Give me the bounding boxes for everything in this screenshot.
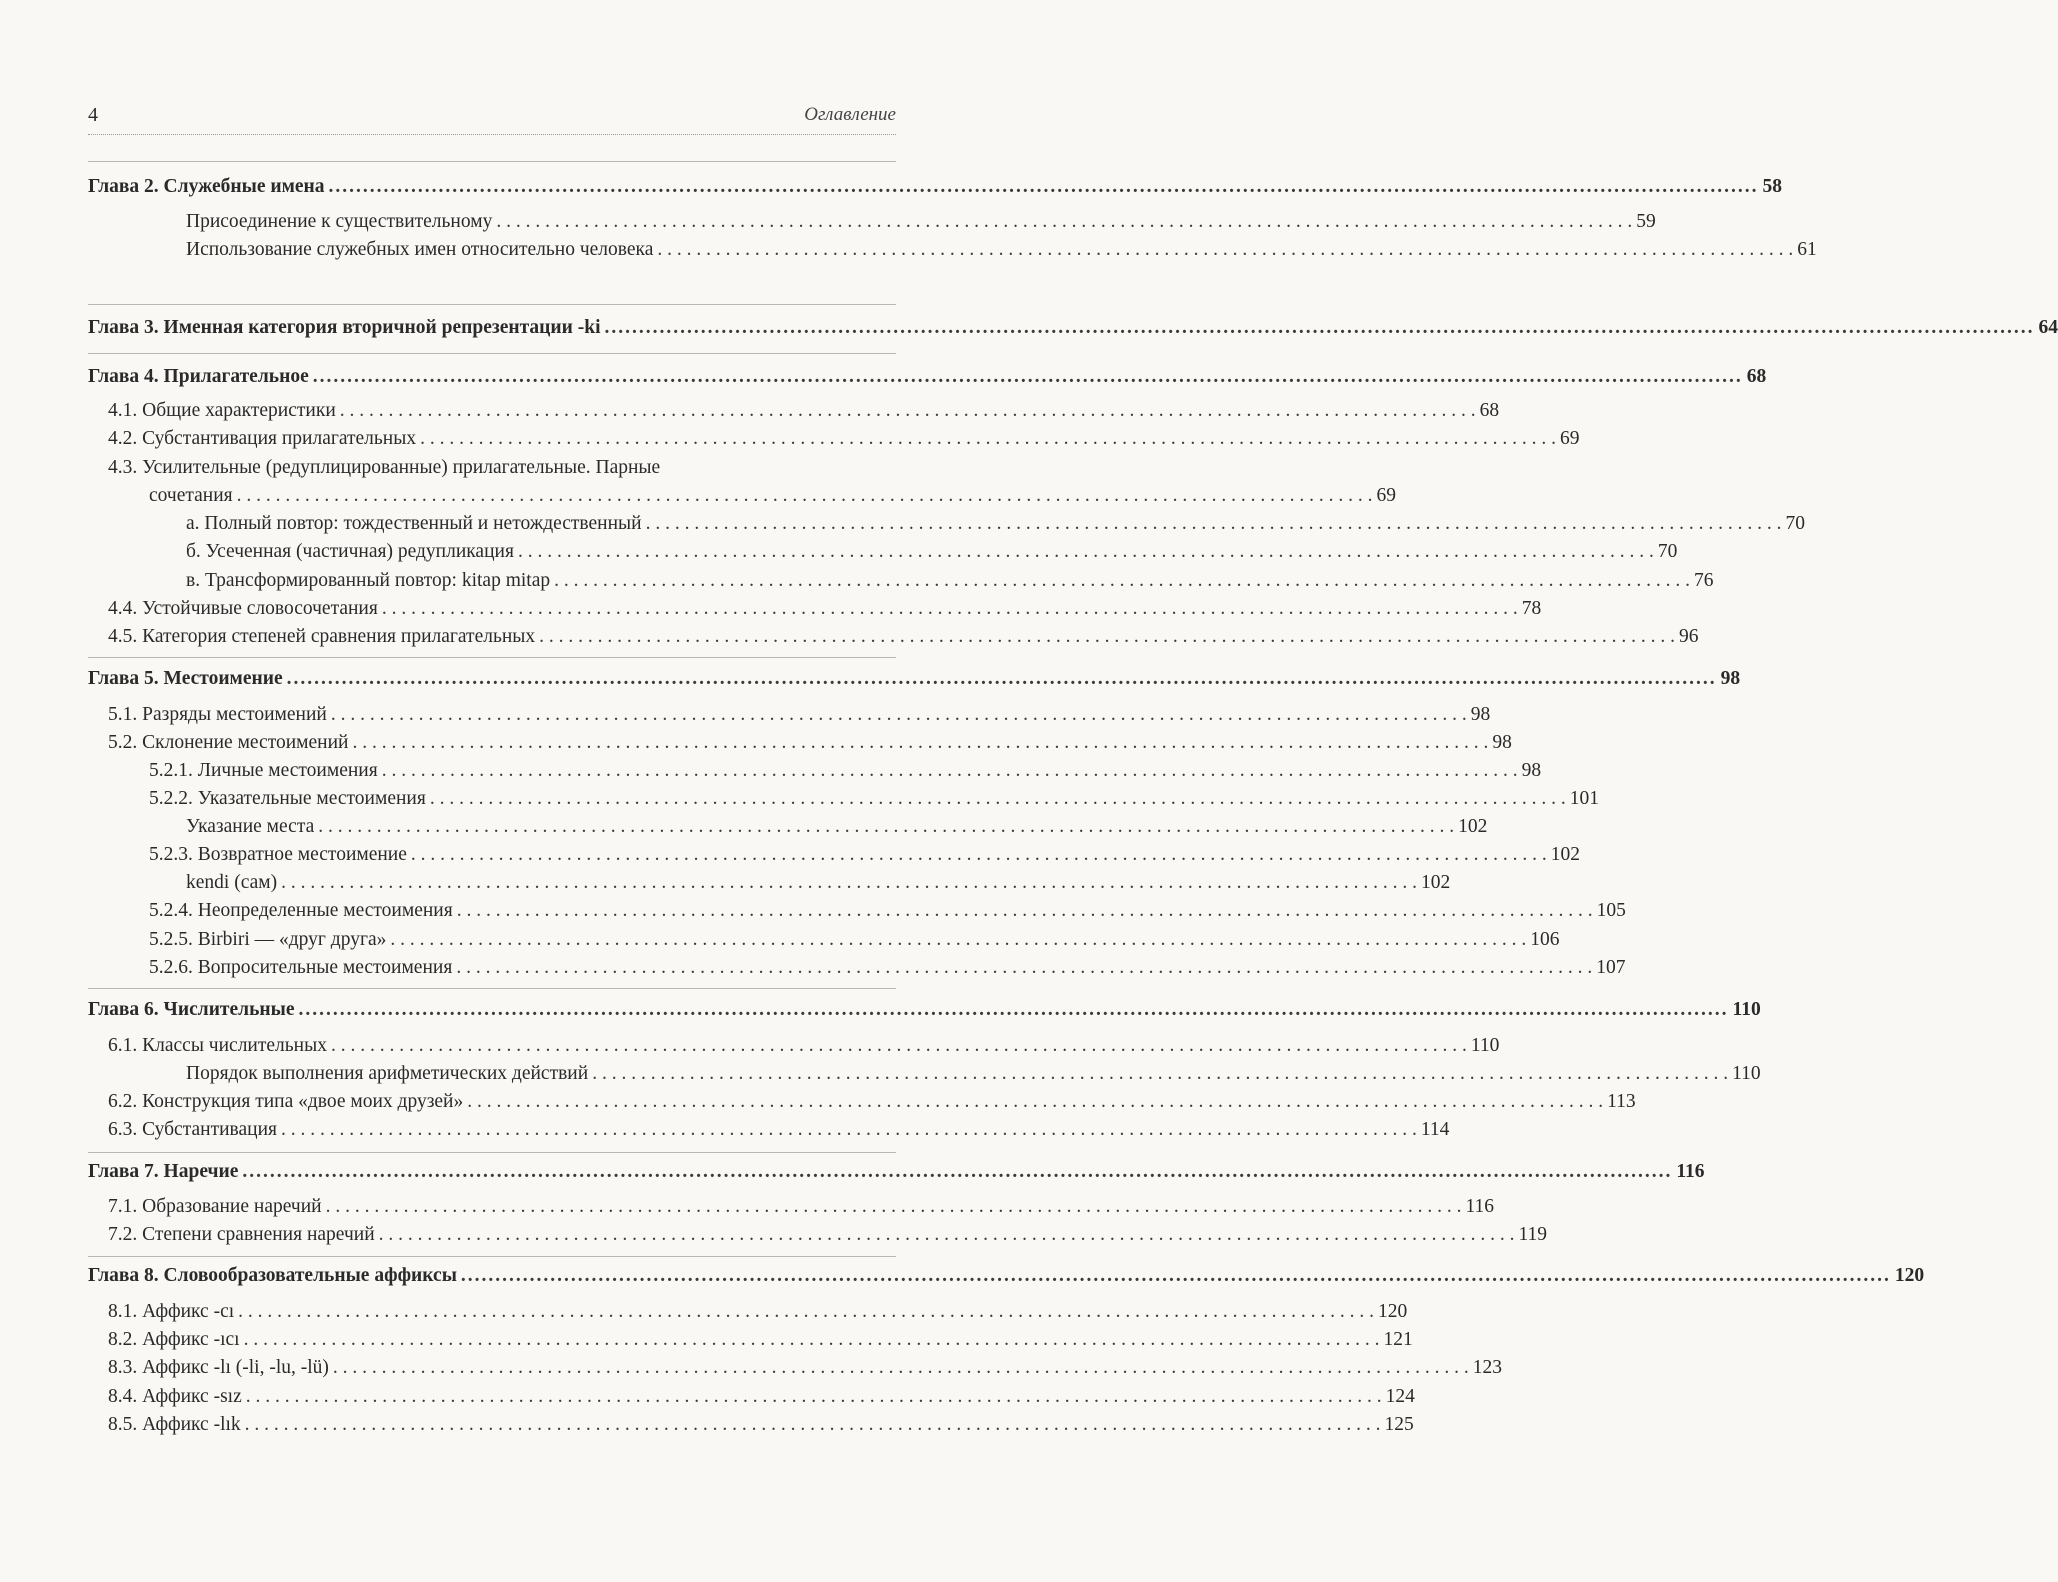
toc-leader-dots [496,208,1632,236]
toc-entry-page: 125 [1384,1414,1414,1435]
toc-entry[interactable] [186,567,1714,595]
toc-leader-dots [331,701,1467,729]
toc-leader-dots [456,954,1592,982]
toc-entry[interactable] [108,1116,1450,1144]
toc-entry-title: 5.2. Склонение местоимений [108,732,349,753]
toc-entry-page: 119 [1518,1224,1548,1245]
toc-entry-page: 61 [1797,239,1817,260]
toc-entry-page: 70 [1657,541,1678,562]
toc-leader-dots [333,1354,1469,1382]
toc-entry-page: 98 [1720,668,1741,689]
toc-entry-title: а. Полный повтор: тождественный и нетождественный [186,513,642,534]
toc-entry[interactable] [186,236,1817,264]
page-header [88,104,896,135]
toc-entry[interactable] [108,1221,1548,1249]
toc-entry[interactable] [108,1383,1415,1411]
toc-entry-title: сочетания [149,485,233,506]
toc-entry-title: kendi (сам) [186,872,278,893]
toc-entry-title: Глава 8. Словообразовательные аффиксы [88,1265,457,1286]
toc-entry-page: 113 [1607,1091,1636,1112]
toc-entry-title: 5.2.2. Указательные местоимения [149,788,426,809]
toc-entry-title: 7.2. Степени сравнения наречий [108,1224,375,1245]
chapter-separator [88,353,896,354]
toc-entry[interactable] [186,208,1656,236]
toc-leader-dots [657,236,1793,264]
toc-entry-title: 6.1. Классы числительных [108,1035,327,1056]
toc-entry-page: 102 [1550,844,1581,865]
toc-entry[interactable] [186,869,1451,897]
toc-leader-dots [326,1193,1462,1221]
toc-entry-page: 98 [1521,760,1542,781]
toc-entry-title: 5.2.6. Вопросительные местоимения [149,957,453,978]
toc-entry[interactable] [108,729,1512,757]
toc-entry-page: 68 [1746,366,1767,387]
toc-entry-page: 76 [1693,570,1714,591]
toc-entry-title: Указание места [186,816,315,837]
toc-entry-page: 69 [1376,485,1396,506]
toc-leader-dots [420,425,1556,453]
toc-entry-page: 101 [1569,788,1599,809]
toc-leader-dots [318,813,1454,841]
toc-entry-page: 64 [2038,317,2058,338]
toc-entry-title: Глава 7. Наречие [88,1161,239,1182]
toc-entry-page: 78 [1521,598,1542,619]
toc-entry[interactable] [108,595,1542,623]
toc-entry[interactable] [149,954,1626,982]
toc-leader-dots [592,1060,1728,1088]
toc-entry[interactable] [108,701,1491,729]
toc-leader-dots [382,757,1518,785]
toc-entry-page: 110 [1732,1063,1761,1084]
chapter-separator [88,988,896,989]
toc-entry-page: 114 [1420,1119,1450,1140]
toc-entry-title: 4.2. Субстантивация прилагательных [108,428,417,449]
toc-entry[interactable] [149,482,1396,510]
toc-entry-page: 69 [1559,428,1580,449]
toc-entry-title: 5.2.1. Личные местоимения [149,760,378,781]
toc-entry-title: 6.2. Конструкция типа «двое моих друзей» [108,1091,464,1112]
toc-entry-title: Порядок выполнения арифметических действий [186,1063,589,1084]
toc-leader-dots [461,1262,1891,1290]
toc-entry-title: 5.2.5. Birbiri — «друг друга» [149,929,387,950]
toc-entry-page: 59 [1636,211,1656,232]
toc-entry-title: Глава 4. Прилагательное [88,366,309,387]
toc-entry-title: 4.5. Категория степеней сравнения прилагательных [108,626,536,647]
chapter-separator [88,304,896,305]
toc-entry-title: б. Усеченная (частичная) редупликация [186,541,514,562]
toc-leader-dots [646,510,1782,538]
toc-entry[interactable] [108,1326,1413,1354]
page-number: 4 [88,104,98,126]
toc-leader-dots [329,173,1759,201]
toc-chapter[interactable] [88,1158,1705,1186]
chapter-separator [88,1152,896,1153]
toc-leader-dots [244,1326,1380,1354]
toc-entry[interactable] [108,1354,1503,1382]
toc-entry-page: 102 [1458,816,1488,837]
toc-chapter[interactable] [88,363,1767,391]
toc-leader-dots [281,869,1417,897]
chapter-separator [88,657,896,658]
toc-entry[interactable] [108,454,896,482]
toc-leader-dots [382,595,1518,623]
toc-entry-page: 98 [1492,732,1512,753]
toc-entry-title: 5.2.3. Возвратное местоимение [149,844,407,865]
toc-entry-page: 116 [1465,1196,1494,1217]
toc-leader-dots [605,314,2035,342]
toc-leader-dots [518,538,1654,566]
toc-leader-dots [242,1158,1672,1186]
toc-leader-dots [352,729,1488,757]
toc-entry[interactable] [108,1298,1408,1326]
toc-entry-page: 110 [1470,1035,1500,1056]
toc-leader-dots [411,841,1547,869]
toc-chapter[interactable] [88,996,1761,1024]
toc-leader-dots [237,482,1373,510]
toc-entry-page: 110 [1732,999,1761,1020]
toc-entry-page: 116 [1676,1161,1705,1182]
toc-entry[interactable] [108,1193,1494,1221]
toc-entry[interactable] [149,841,1581,869]
toc-entry[interactable] [149,785,1599,813]
toc-leader-dots [539,623,1675,651]
toc-leader-dots [554,567,1690,595]
running-title: Оглавление [804,104,896,125]
toc-entry[interactable] [186,538,1678,566]
toc-entry-title: 7.1. Образование наречий [108,1196,322,1217]
toc-leader-dots [238,1298,1374,1326]
toc-entry-title: Глава 3. Именная категория вторичной репрезентации -ki [88,317,601,338]
toc-leader-dots [245,1411,1381,1439]
toc-leader-dots [340,397,1476,425]
toc-entry-page: 123 [1472,1357,1503,1378]
toc-entry[interactable] [186,510,1805,538]
toc-entry-page: 105 [1596,900,1626,921]
toc-entry-page: 98 [1470,704,1491,725]
toc-entry-page: 120 [1378,1301,1408,1322]
toc-entry-title: 8.5. Аффикс -lık [108,1414,241,1435]
toc-entry-title: 4.4. Устойчивые словосочетания [108,598,378,619]
toc-entry[interactable] [108,397,1500,425]
toc-entry-title: 4.1. Общие характеристики [108,400,336,421]
toc-entry-title: 8.3. Аффикс -lı (-li, -lu, -lü) [108,1357,329,1378]
toc-entry[interactable] [108,1411,1414,1439]
toc-entry-title: в. Трансформированный повтор: kitap mitap [186,570,551,591]
toc-chapter[interactable] [88,314,2058,342]
toc-entry[interactable] [149,897,1626,925]
toc-entry-page: 68 [1479,400,1500,421]
toc-leader-dots [281,1116,1417,1144]
toc-leader-dots [331,1032,1467,1060]
toc-leader-dots [246,1383,1382,1411]
toc-entry-title: 4.3. Усилительные (редуплицированные) прилагательные. Парные [108,457,661,478]
toc-entry-title: 8.2. Аффикс -ıcı [108,1329,240,1350]
toc-entry-title: 5.2.4. Неопределенные местоимения [149,900,453,921]
toc-entry-title: Использование служебных имен относительно человека [186,239,654,260]
toc-entry[interactable] [149,926,1560,954]
toc-entry-title: Глава 5. Местоимение [88,668,283,689]
chapter-separator [88,161,896,162]
toc-entry-title: 6.3. Субстантивация [108,1119,277,1140]
toc-entry-page: 106 [1530,929,1560,950]
toc-entry[interactable] [149,757,1542,785]
toc-entry-page: 124 [1385,1386,1415,1407]
toc-chapter[interactable] [88,1262,1925,1290]
toc-entry[interactable] [186,1060,1761,1088]
toc-entry-page: 120 [1894,1265,1925,1286]
toc-chapter[interactable] [88,173,1783,201]
toc-entry-title: 5.1. Разряды местоимений [108,704,327,725]
toc-entry-page: 102 [1420,872,1451,893]
toc-entry[interactable] [108,623,1699,651]
toc-leader-dots [299,996,1729,1024]
toc-leader-dots [287,665,1717,693]
toc-leader-dots [457,897,1593,925]
toc-entry-page: 58 [1762,176,1783,197]
toc-entry-page: 70 [1785,513,1805,534]
toc-entry-page: 107 [1596,957,1626,978]
toc-leader-dots [430,785,1566,813]
toc-entry-title: Присоединение к существительному [186,211,493,232]
toc-entry-page: 96 [1679,626,1699,647]
toc-entry-title: Глава 6. Числительные [88,999,295,1020]
toc-entry-title: 8.1. Аффикс -cı [108,1301,235,1322]
toc-entry[interactable] [108,1088,1636,1116]
toc-leader-dots [379,1221,1515,1249]
toc-leader-dots [313,363,1743,391]
toc-entry-title: Глава 2. Служебные имена [88,176,325,197]
toc-entry-title: 8.4. Аффикс -sız [108,1386,242,1407]
toc-leader-dots [390,926,1526,954]
toc-entry[interactable] [108,1032,1500,1060]
toc-entry[interactable] [108,425,1580,453]
toc-entry[interactable] [186,813,1488,841]
chapter-separator [88,1256,896,1257]
toc-chapter[interactable] [88,665,1741,693]
toc-entry-page: 121 [1383,1329,1413,1350]
toc-leader-dots [467,1088,1603,1116]
